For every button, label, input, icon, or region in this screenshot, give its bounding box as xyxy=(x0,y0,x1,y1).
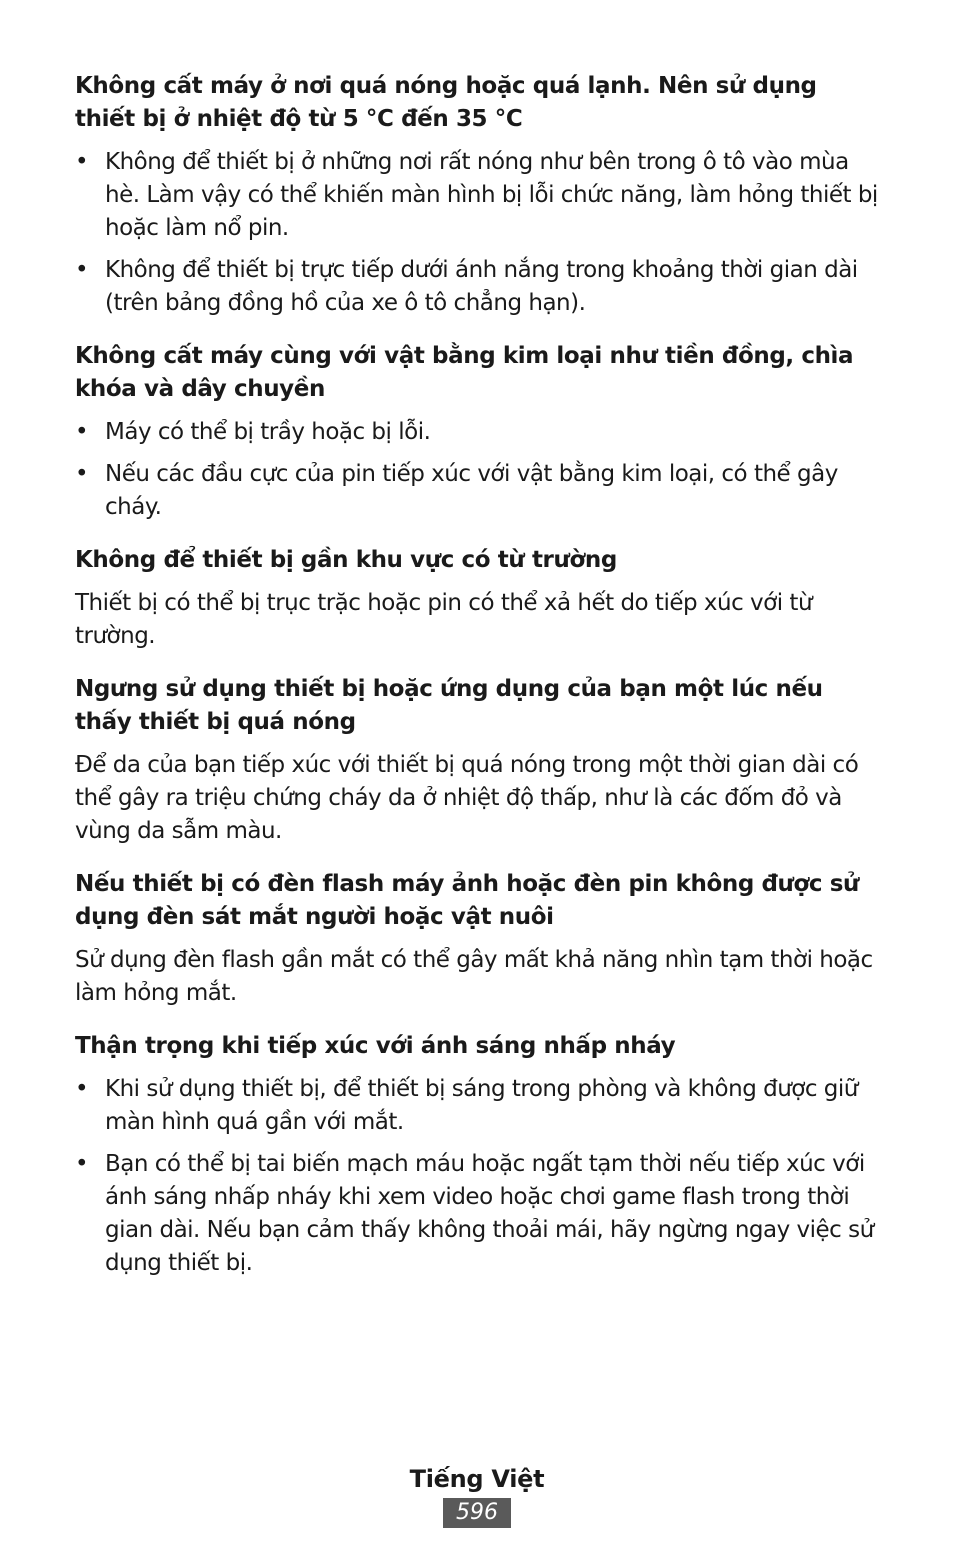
section-flashing-light xyxy=(75,1030,880,1280)
bullet-item: • Máy có thể bị trầy hoặc bị lỗi. xyxy=(75,416,880,449)
section-heading: Ngưng sử dụng thiết bị hoặc ứng dụng của bạn một lúc nếu thấy thiết bị quá nóng xyxy=(75,676,823,735)
section-heading: Thận trọng khi tiếp xúc với ánh sáng nhấp nháy xyxy=(75,1033,676,1059)
bullet-item: • Không để thiết bị trực tiếp dưới ánh nắng trong khoảng thời gian dài (trên bảng đồng hồ của xe ô tô chẳng hạn). xyxy=(75,254,880,320)
footer-language: Tiếng Việt xyxy=(409,1465,545,1493)
bullet-item: • Không để thiết bị ở những nơi rất nóng như bên trong ô tô vào mùa hè. Làm vậy có thể khiến màn hình bị lỗi chức năng, làm hỏng thiết bị hoặc làm nổ pin. xyxy=(75,146,880,245)
bullet-list xyxy=(75,146,880,320)
bullet-item: • Nếu các đầu cực của pin tiếp xúc với vật bằng kim loại, có thể gây cháy. xyxy=(75,458,880,524)
section-overheating xyxy=(75,673,880,848)
section-heading: Không cất máy ở nơi quá nóng hoặc quá lạnh. Nên sử dụng thiết bị ở nhiệt độ từ 5 °C đến 35 °C xyxy=(75,73,817,132)
section-paragraph: Để da của bạn tiếp xúc với thiết bị quá nóng trong một thời gian dài có thể gây ra triệu chứng cháy da ở nhiệt độ thấp, như là các đốm đỏ và vùng da sẫm màu. xyxy=(75,752,859,844)
section-heading: Không cất máy cùng với vật bằng kim loại như tiền đồng, chìa khóa và dây chuyền xyxy=(75,343,854,402)
page-number: 596 xyxy=(443,1498,511,1528)
bullet-item: • Bạn có thể bị tai biến mạch máu hoặc ngất tạm thời nếu tiếp xúc với ánh sáng nhấp nháy khi xem video hoặc chơi game flash trong thời gian dài. Nếu bạn cảm thấy không thoải mái, hãy ngừng ngay việc sử dụng thiết bị. xyxy=(75,1148,880,1280)
page-footer xyxy=(0,1462,954,1528)
section-temperature xyxy=(75,70,880,320)
section-flash-eyes xyxy=(75,868,880,1010)
section-paragraph: Sử dụng đèn flash gần mắt có thể gây mất khả năng nhìn tạm thời hoặc làm hỏng mắt. xyxy=(75,947,873,1006)
bullet-list xyxy=(75,416,880,524)
document-body xyxy=(75,70,880,1300)
section-paragraph: Thiết bị có thể bị trục trặc hoặc pin có thể xả hết do tiếp xúc với từ trường. xyxy=(75,590,813,649)
bullet-list xyxy=(75,1073,880,1280)
section-magnetic-field xyxy=(75,544,880,653)
section-heading: Nếu thiết bị có đèn flash máy ảnh hoặc đèn pin không được sử dụng đèn sát mắt người hoặc vật nuôi xyxy=(75,871,860,930)
bullet-item: • Khi sử dụng thiết bị, để thiết bị sáng trong phòng và không được giữ màn hình quá gần với mắt. xyxy=(75,1073,880,1139)
section-metal-objects xyxy=(75,340,880,524)
section-heading: Không để thiết bị gần khu vực có từ trường xyxy=(75,547,617,573)
